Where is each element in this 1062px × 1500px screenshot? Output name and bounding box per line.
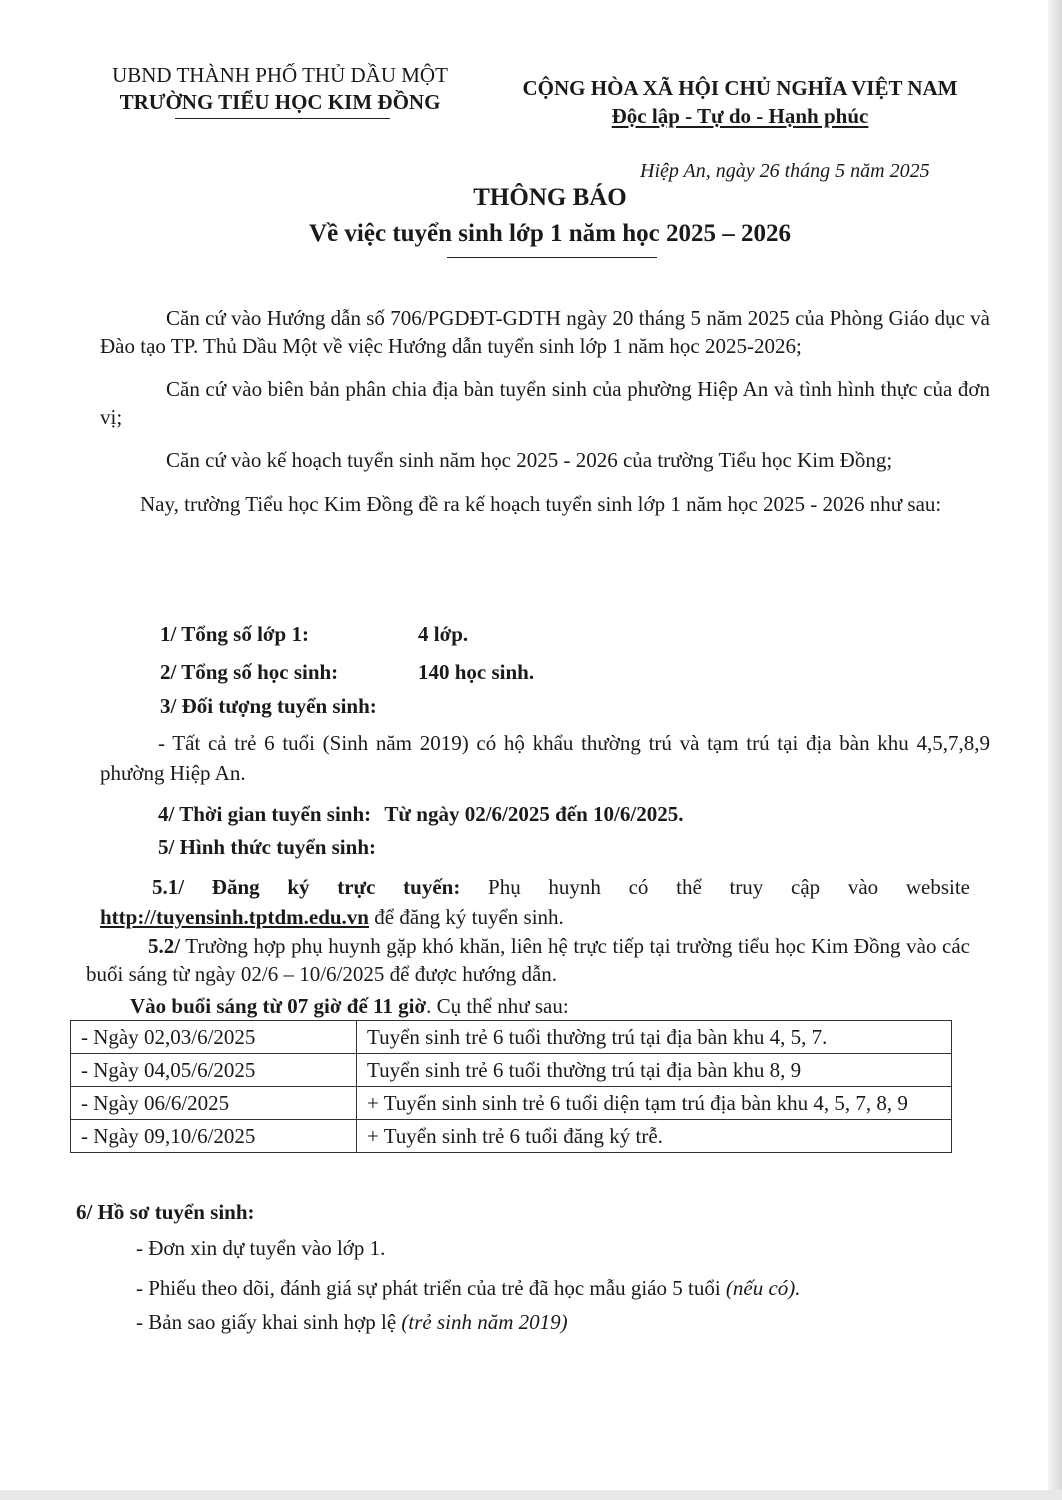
title-subject: Về việc tuyển sinh lớp 1 năm học 2025 – 2026 — [309, 220, 791, 247]
item-online-label: 5.1/ Đăng ký trực tuyến: — [152, 875, 461, 899]
schedule-date: - Ngày 06/6/2025 — [71, 1087, 357, 1120]
scan-edge-bottom — [0, 1490, 1062, 1500]
item-total-students-label: 2/ Tổng số học sinh: — [160, 660, 339, 684]
schedule-table — [70, 1020, 952, 1153]
table-row — [71, 1087, 952, 1120]
item-target-label: 3/ Đối tượng tuyển sinh: — [160, 694, 377, 718]
item-online-tail: để đăng ký tuyển sinh. — [374, 905, 564, 929]
schedule-desc: + Tuyển sinh sinh trẻ 6 tuổi diện tạm trú địa bàn khu 4, 5, 7, 8, 9 — [357, 1087, 952, 1120]
national-motto-block — [490, 74, 990, 130]
schedule-date: - Ngày 09,10/6/2025 — [71, 1120, 357, 1153]
schedule-desc: + Tuyển sinh trẻ 6 tuổi đăng ký trễ. — [357, 1120, 952, 1153]
national-motto: Độc lập - Tự do - Hạnh phúc — [611, 104, 869, 128]
schedule-desc: Tuyển sinh trẻ 6 tuổi thường trú tại địa bàn khu 8, 9 — [357, 1054, 952, 1087]
schedule-desc: Tuyển sinh trẻ 6 tuổi thường trú tại địa bàn khu 4, 5, 7. — [357, 1021, 952, 1054]
table-row — [71, 1054, 952, 1087]
morning-hours-tail: . Cụ thể như sau: — [426, 994, 569, 1018]
documents-item-2-note: (nếu có). — [725, 1276, 801, 1300]
scan-edge-right — [1048, 0, 1062, 1500]
item-in-person — [86, 932, 970, 988]
item-online — [100, 872, 970, 932]
issuer-underline — [175, 118, 390, 119]
item-total-students-value: 140 học sinh. — [418, 660, 535, 684]
documents-item-2-text: - Phiếu theo dõi, đánh giá sự phát triển của trẻ đã học mẫu giáo 5 tuổi — [136, 1276, 721, 1300]
documents-item-3-note: (trẻ sinh năm 2019) — [401, 1310, 568, 1334]
item-time-label: 4/ Thời gian tuyển sinh: — [158, 802, 372, 826]
item-target-text: - Tất cả trẻ 6 tuổi (Sinh năm 2019) có hộ khẩu thường trú và tạm trú tại địa bàn khu 4,5,7,8,9 phường Hiệp An. — [100, 731, 990, 785]
documents-item-3 — [136, 1310, 568, 1335]
documents-label: 6/ Hồ sơ tuyển sinh: — [76, 1200, 255, 1224]
documents-item-1: - Đơn xin dự tuyển vào lớp 1. — [136, 1236, 386, 1260]
document-title — [150, 180, 950, 252]
documents-item-2 — [136, 1276, 801, 1301]
issuer-block — [70, 62, 490, 116]
document-body — [100, 305, 990, 518]
schedule-date: - Ngày 02,03/6/2025 — [71, 1021, 357, 1054]
item-in-person-text: Trường hợp phụ huynh gặp khó khăn, liên hệ trực tiếp tại trường tiểu học Kim Đồng vào các buổi sáng từ ngày 02/6 – 10/6/2025 để được hướng dẫn. — [86, 934, 970, 986]
title-main: THÔNG BÁO — [473, 184, 627, 211]
item-time — [158, 802, 683, 827]
item-total-classes-value: 4 lớp. — [418, 622, 469, 646]
documents-item-3-text: - Bản sao giấy khai sinh hợp lệ — [136, 1310, 397, 1334]
issuer-school: TRƯỜNG TIỂU HỌC KIM ĐỒNG — [119, 90, 441, 114]
paragraph-basis-3: Căn cứ vào kế hoạch tuyển sinh năm học 2025 - 2026 của trường Tiểu học Kim Đồng; — [166, 448, 893, 472]
paragraph-plan: Nay, trường Tiểu học Kim Đồng đề ra kế hoạch tuyển sinh lớp 1 năm học 2025 - 2026 như sau: — [140, 491, 942, 516]
item-form-label: 5/ Hình thức tuyển sinh: — [158, 835, 376, 859]
registration-website-link[interactable]: http://tuyensinh.tptdm.edu.vn — [100, 905, 369, 929]
item-time-value: Từ ngày 02/6/2025 đến 10/6/2025. — [384, 802, 684, 826]
item-total-students — [160, 660, 535, 685]
item-total-classes-label: 1/ Tổng số lớp 1: — [160, 622, 309, 646]
morning-hours-bold: Vào buổi sáng từ 07 giờ đế 11 giờ — [130, 994, 427, 1018]
date-line: Hiệp An, ngày 26 tháng 5 năm 2025 — [640, 160, 930, 182]
title-underline — [447, 257, 657, 258]
table-row — [71, 1021, 952, 1054]
morning-hours — [130, 994, 569, 1019]
table-row — [71, 1120, 952, 1153]
item-total-classes — [160, 622, 469, 647]
item-online-text: Phụ huynh có thể truy cập vào website — [488, 875, 971, 899]
paragraph-basis-2: Căn cứ vào biên bản phân chia địa bàn tuyển sinh của phường Hiệp An và tình hình thực của đơn vị; — [100, 377, 990, 429]
item-in-person-label: 5.2/ — [148, 934, 181, 958]
paragraph-basis-1: Căn cứ vào Hướng dẫn số 706/PGDĐT-GDTH ngày 20 tháng 5 năm 2025 của Phòng Giáo dục và Đào tạo TP. Thủ Dầu Một về việc Hướng dẫn tuyển sinh lớp 1 năm học 2025-2026; — [100, 306, 990, 358]
issuer-authority: UBND THÀNH PHỐ THỦ DẦU MỘT — [112, 63, 448, 87]
schedule-date: - Ngày 04,05/6/2025 — [71, 1054, 357, 1087]
national-title: CỘNG HÒA XÃ HỘI CHỦ NGHĨA VIỆT NAM — [522, 76, 958, 100]
